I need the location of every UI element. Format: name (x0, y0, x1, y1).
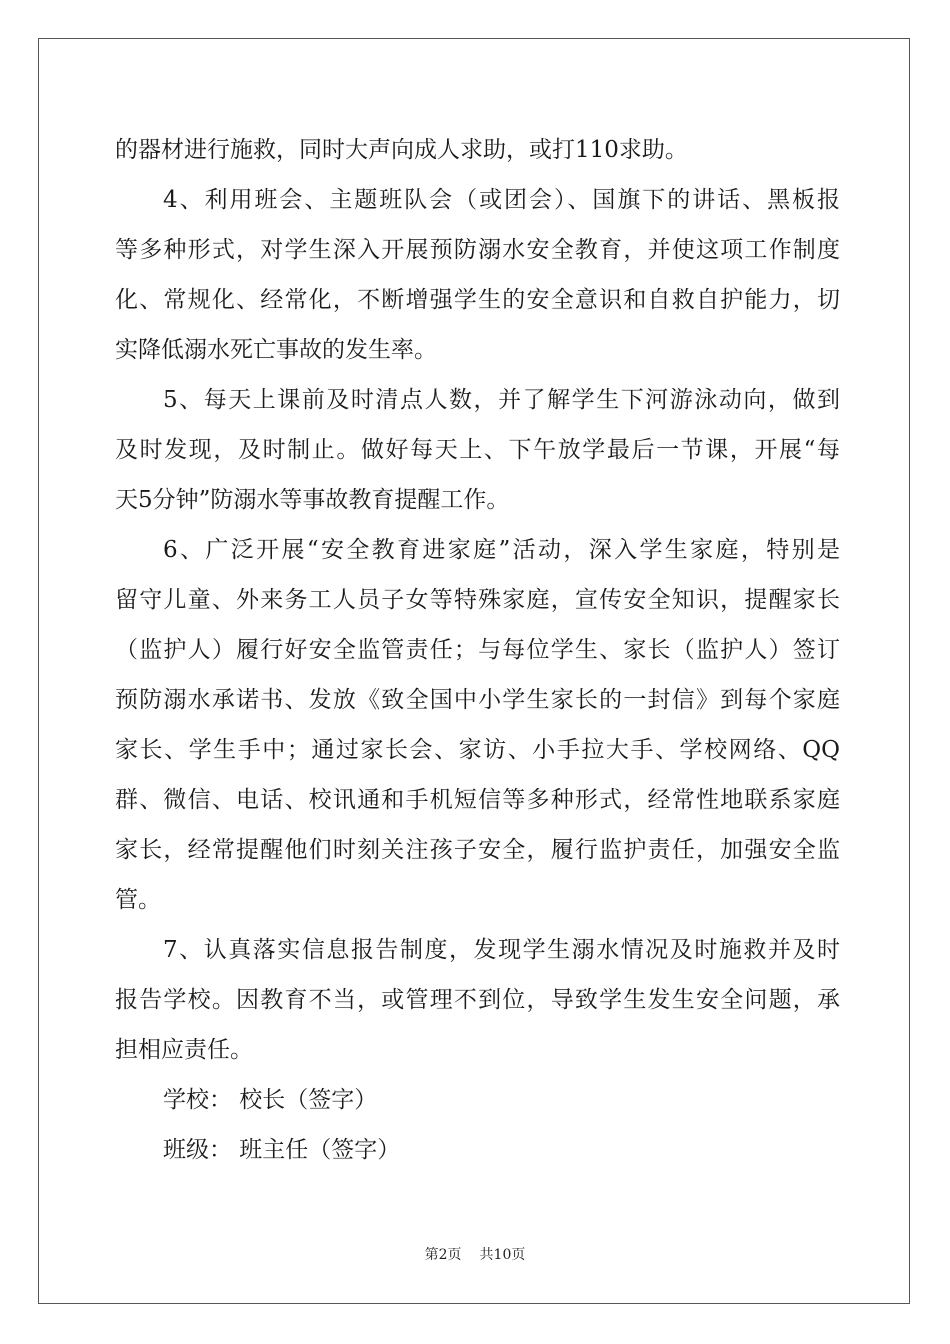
text-line: 的器材进行施救，同时大声向成人求助，或打110求助。 (115, 137, 688, 163)
document-body (115, 125, 840, 1175)
text-line: 及时发现，及时制止。做好每天上、下午放学最后一节课，开展“每 (115, 437, 840, 463)
text-line: 家长、学生手中；通过家长会、家访、小手拉大手、学校网络、QQ (115, 737, 840, 763)
text-line: 报告学校。因教育不当，或管理不到位，导致学生发生安全问题，承 (115, 987, 840, 1013)
text-line: 预防溺水承诺书、发放《致全国中小学生家长的一封信》到每个家庭 (115, 687, 840, 713)
text-line: 6、广泛开展“安全教育进家庭”活动，深入学生家庭，特别是 (163, 537, 840, 563)
text-line: 化、常规化、经常化，不断增强学生的安全意识和自救自护能力，切 (115, 287, 840, 313)
page-total: 共10页 (479, 1247, 526, 1263)
text-line: 实降低溺水死亡事故的发生率。 (115, 337, 437, 363)
text-line: 5、每天上课前及时清点人数，并了解学生下河游泳动向，做到 (163, 387, 840, 413)
page-footer (0, 1244, 950, 1264)
school-signature-line: 学校： 校长（签字） (163, 1087, 378, 1113)
text-line: 群、微信、电话、校讯通和手机短信等多种形式，经常性地联系家庭 (115, 787, 840, 813)
page-number: 第2页 (424, 1247, 462, 1263)
text-line: 留守儿童、外来务工人员子女等特殊家庭，宣传安全知识，提醒家长 (115, 587, 840, 613)
text-line: （监护人）履行好安全监管责任；与每位学生、家长（监护人）签订 (115, 637, 840, 663)
class-signature-line: 班级： 班主任（签字） (163, 1137, 401, 1163)
text-line: 家长，经常提醒他们时刻关注孩子安全，履行监护责任，加强安全监 (115, 837, 840, 863)
text-line: 7、认真落实信息报告制度，发现学生溺水情况及时施救并及时 (163, 937, 840, 963)
text-line: 等多种形式，对学生深入开展预防溺水安全教育，并使这项工作制度 (115, 237, 840, 263)
text-line: 4、利用班会、主题班队会（或团会）、国旗下的讲话、黑板报 (163, 187, 840, 213)
text-line: 管。 (115, 887, 161, 913)
text-line: 天5分钟”防溺水等事故教育提醒工作。 (115, 487, 510, 513)
text-line: 担相应责任。 (115, 1037, 253, 1063)
